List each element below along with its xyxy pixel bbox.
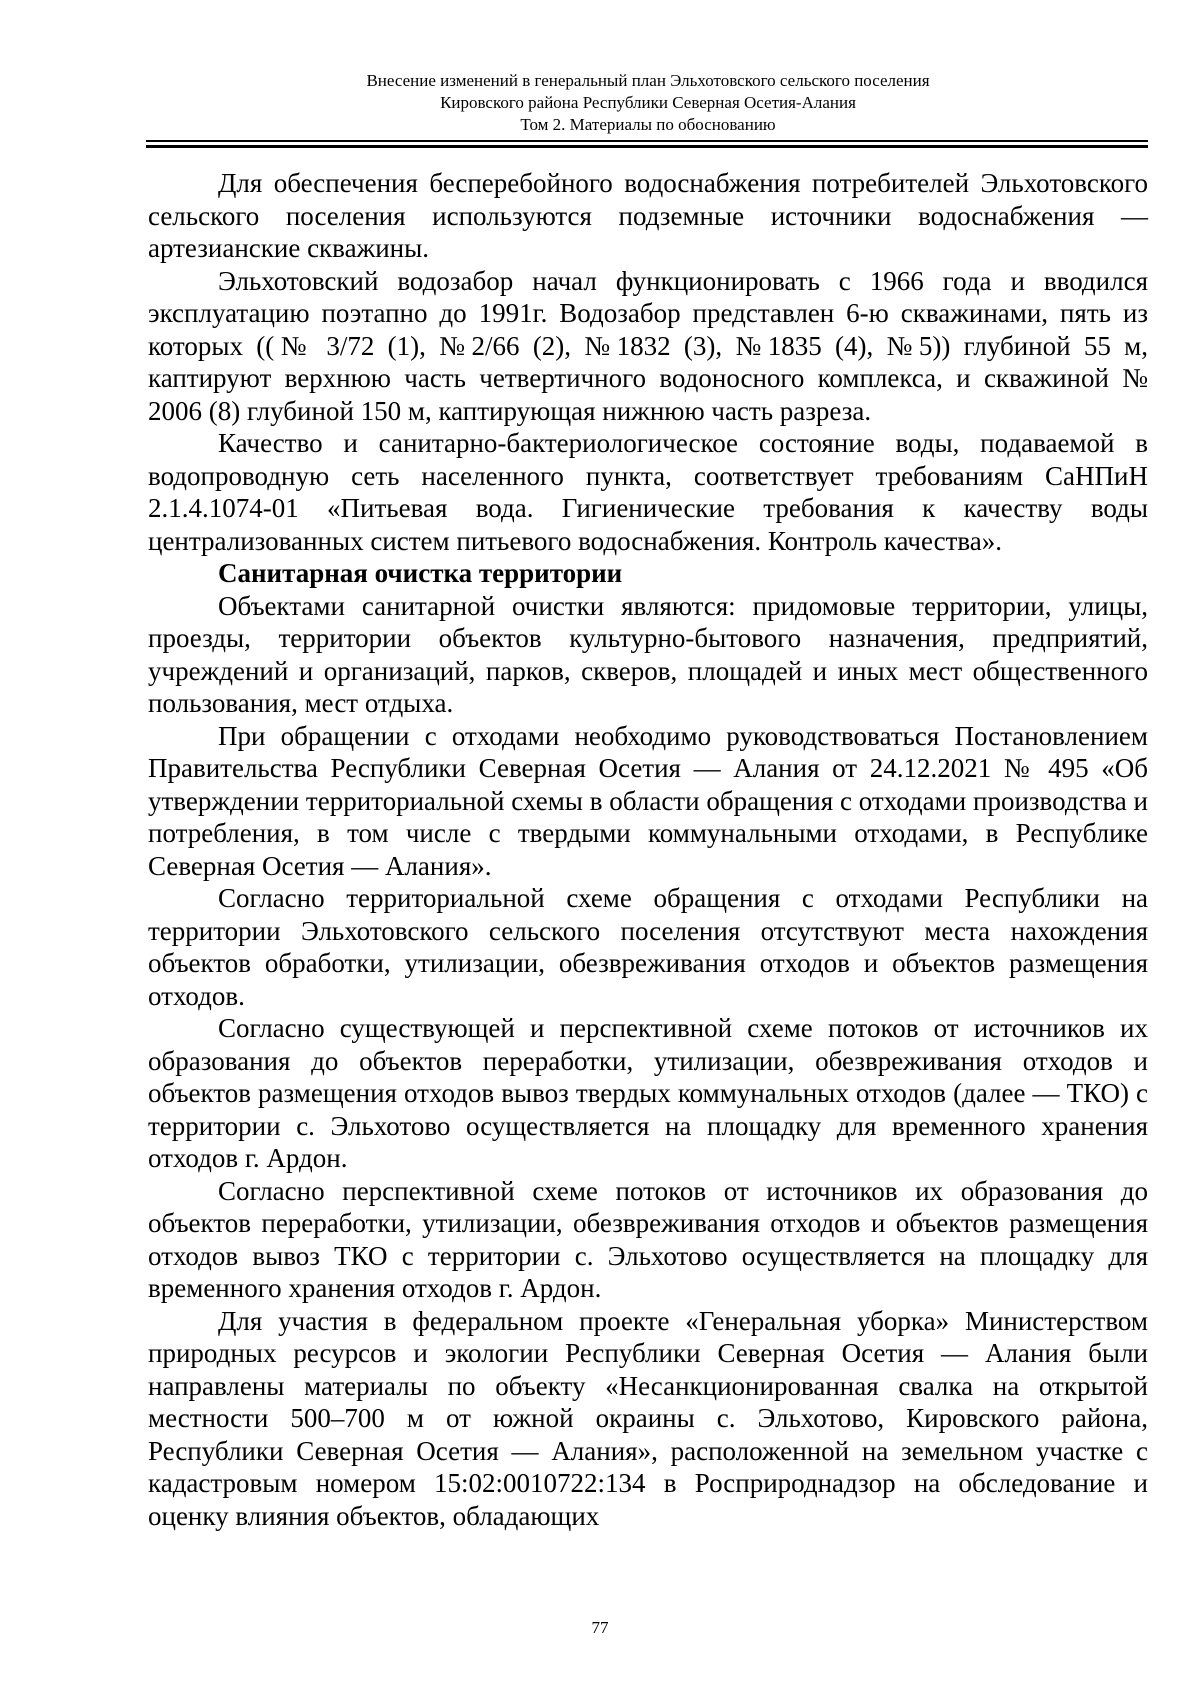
header-rule-thin xyxy=(146,140,1148,142)
paragraph-cleaning-objects: Объектами санитарной очистки являются: придомовые территории, улицы, проезды, территории объектов культурно-бытового назначения, предприятий, учреждений и организаций, парков, скверов, площадей и иных мест общественного пользования, мест отдыха. xyxy=(148,590,1148,718)
paragraph-territorial-scheme: Согласно территориальной схеме обращения с отходами Республики на территории Эльхотовского сельского поселения отсутствуют места нахождения объектов обработки, утилизации, обезвреживания отходов и объектов размещения отходов. xyxy=(148,883,1148,1011)
paragraph-water-intake: Эльхотовский водозабор начал функционировать с 1966 года и вводился эксплуатацию поэтапно до 1991г. Водозабор представлен 6-ю скважинами, пять из которых ((№ 3/72 (1), №2/66 (2), №1832 (3), №1835 (4), №5)) глубиной 55 м, каптируют верхнюю часть четвертичного водоносного комплекса, и скважиной № 2006 (8) глубиной 150 м, каптирующая нижнюю часть разреза. xyxy=(148,265,1148,426)
paragraph-existing-scheme: Согласно существующей и перспективной схеме потоков от источников их образования до объектов переработки, утилизации, обезвреживания отходов и объектов размещения отходов вывоз твердых коммунальных отходов (далее — ТКО) с территории с. Эльхотово осуществляется на площадку для временного хранения отходов г. Ардон. xyxy=(148,1013,1148,1173)
paragraph-perspective-scheme: Согласно перспективной схеме потоков от источников их образования до объектов переработки, утилизации, обезвреживания отходов и объектов размещения отходов вывоз ТКО с территории с. Эльхотово осуществляется на площадку для временного хранения отходов г. Ардон. xyxy=(148,1175,1148,1303)
header-line-3: Том 2. Материалы по обоснованию xyxy=(520,115,776,134)
document-header xyxy=(148,70,1148,136)
page-number: 77 xyxy=(591,1618,609,1637)
header-line-1: Внесение изменений в генеральный план Эльхотовского сельского поселения xyxy=(366,71,930,90)
header-line-2: Кировского района Республики Северная Осетия-Алания xyxy=(440,93,856,112)
paragraph-general-cleaning-project: Для участия в федеральном проекте «Генеральная уборка» Министерством природных ресурсов и экологии Республики Северная Осетия — Алания были направлены материалы по объекту «Несанкционированная свалка на открытой местности 500–700 м от южной окраины с. Эльхотово, Кировского района, Республики Северная Осетия — Алания», расположенной на земельном участке с кадастровым номером 15:02:0010722:134 в Росприроднадзор на обследование и оценку влияния объектов, обладающих xyxy=(148,1305,1148,1531)
paragraph-water-supply: Для обеспечения бесперебойного водоснабжения потребителей Эльхотовского сельского поселения используются подземные источники водоснабжения — артезианские скважины. xyxy=(148,168,1148,263)
document-body xyxy=(148,167,1148,1532)
section-heading-sanitary-cleaning: Санитарная очистка территории xyxy=(218,558,623,588)
paragraph-waste-regulation: При обращении с отходами необходимо руководствоваться Постановлением Правительства Республики Северная Осетия — Алания от 24.12.2021 № 495 «Об утверждении территориальной схемы в области обращения с отходами производства и потребления, в том числе с твердыми коммунальными отходами, в Республике Северная Осетия — Алания». xyxy=(148,720,1148,881)
paragraph-water-quality: Качество и санитарно-бактериологическое состояние воды, подаваемой в водопроводную сеть населенного пункта, соответствует требованиям СаНПиН 2.1.4.1074-01 «Питьевая вода. Гигиенические требования к качеству воды централизованных систем питьевого водоснабжения. Контроль качества». xyxy=(148,428,1148,556)
header-rule-thick xyxy=(146,145,1148,148)
